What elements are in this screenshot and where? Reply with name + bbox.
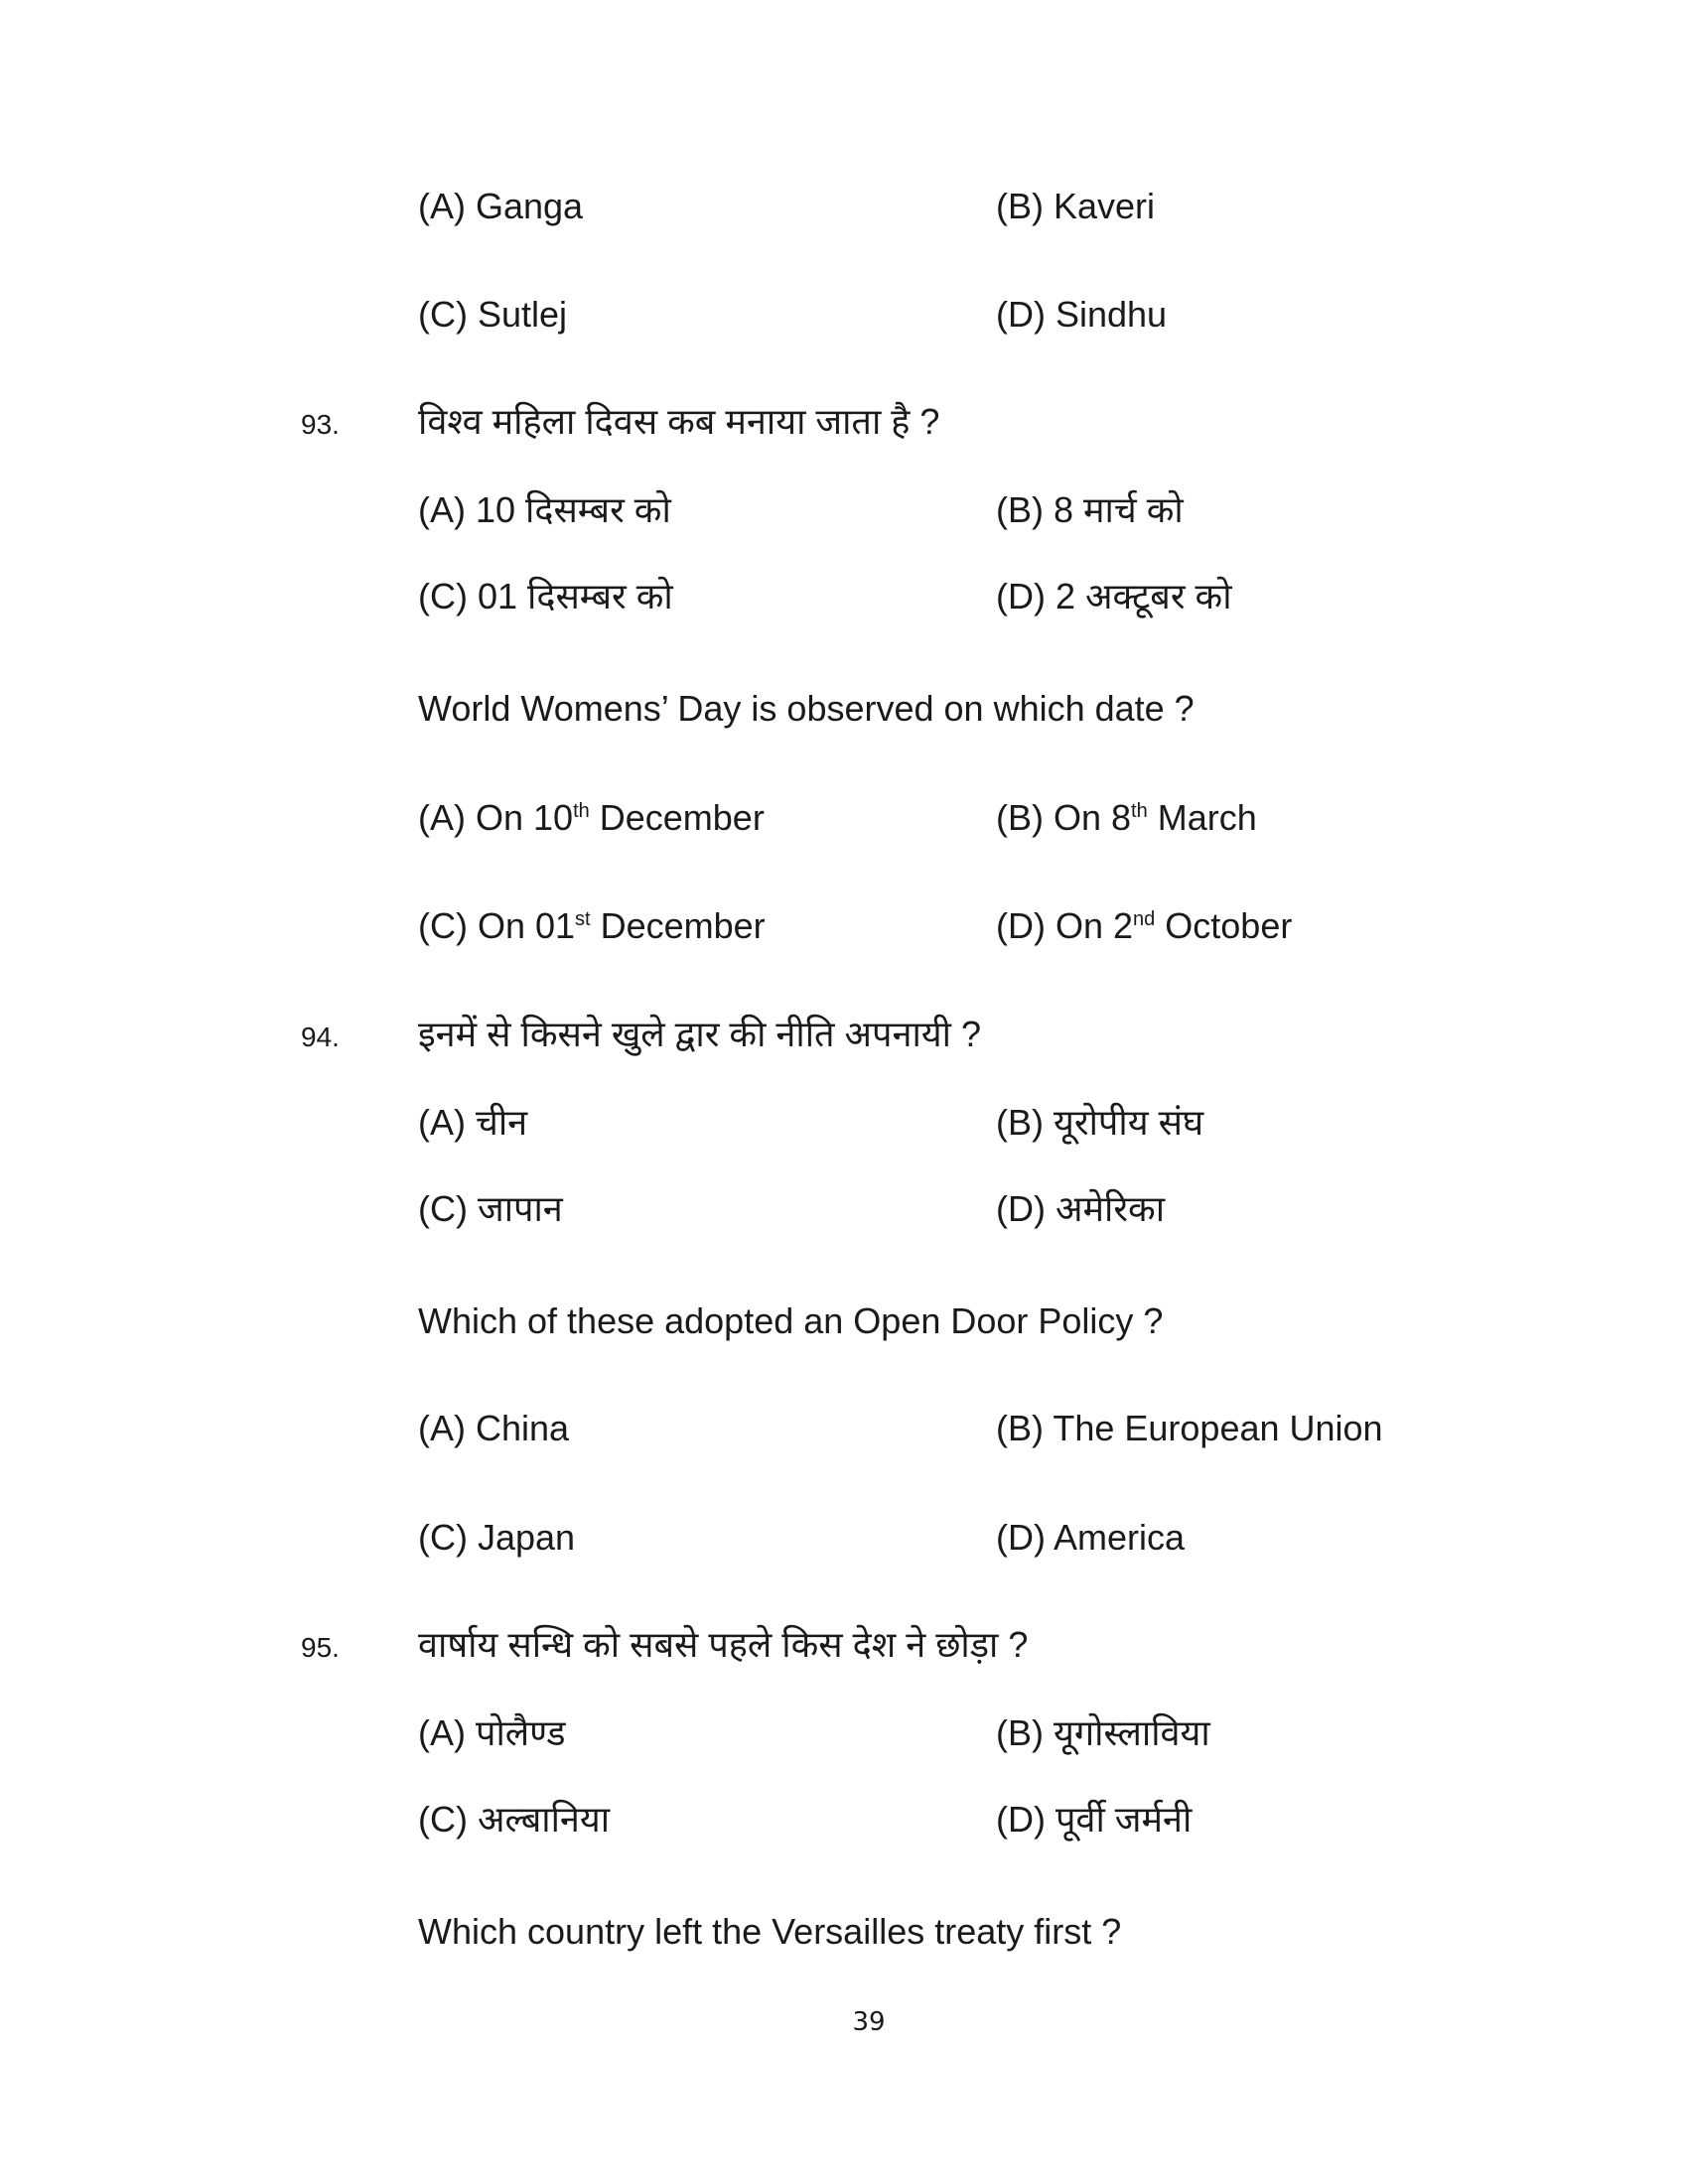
- option-text: (B) On 8: [996, 797, 1132, 838]
- ordinal-suffix: th: [1131, 800, 1148, 822]
- q94-hindi-option-a: (A) चीन: [418, 1102, 528, 1143]
- option-text: December: [590, 905, 766, 946]
- q93-hindi-option-b: (B) 8 मार्च को: [996, 489, 1184, 530]
- option-text: (A) On 10: [418, 797, 574, 838]
- q94-hindi-option-d: (D) अमेरिका: [996, 1188, 1166, 1229]
- q93-hindi-option-c: (C) 01 दिसम्बर को: [418, 576, 673, 616]
- q93-hindi-question: विश्व महिला दिवस कब मनाया जाता है ?: [418, 401, 940, 442]
- q93-hindi-option-a: (A) 10 दिसम्बर को: [418, 489, 671, 530]
- q93-number: 93.: [301, 409, 340, 440]
- q93-english-option-c: [418, 901, 766, 951]
- option-text: (C) On 01: [418, 905, 576, 946]
- q93-hindi-option-d: (D) 2 अक्टूबर को: [996, 576, 1232, 616]
- option-text: October: [1155, 905, 1293, 946]
- q95-hindi-question: वार्षाय सन्धि को सबसे पहले किस देश ने छोड़ा ?: [418, 1624, 1029, 1665]
- q94-english-option-a: (A) China: [418, 1408, 570, 1448]
- q94-english-option-c: (C) Japan: [418, 1517, 576, 1558]
- ordinal-suffix: st: [575, 908, 591, 930]
- q92-option-d: (D) Sindhu: [996, 294, 1168, 335]
- q94-hindi-question: इनमें से किसने खुले द्वार की नीति अपनायी ?: [418, 1014, 982, 1054]
- option-text: December: [589, 797, 765, 838]
- q94-english-question: Which of these adopted an Open Door Policy ?: [418, 1300, 1164, 1341]
- q92-option-a: (A) Ganga: [418, 186, 584, 226]
- q95-number: 95.: [301, 1632, 340, 1663]
- q93-english-option-b: [996, 793, 1257, 843]
- q95-hindi-option-b: (B) यूगोस्लाविया: [996, 1712, 1210, 1753]
- q92-option-b: (B) Kaveri: [996, 186, 1156, 226]
- q94-english-option-d: (D) America: [996, 1517, 1186, 1558]
- page-number: 39: [852, 2007, 886, 2037]
- q95-hindi-option-a: (A) पोलैण्ड: [418, 1712, 566, 1753]
- q92-option-c: (C) Sutlej: [418, 294, 568, 335]
- option-text: (D) On 2: [996, 905, 1134, 946]
- q94-english-option-b: (B) The European Union: [996, 1408, 1383, 1448]
- q95-hindi-option-c: (C) अल्बानिया: [418, 1799, 611, 1840]
- option-text: March: [1147, 797, 1257, 838]
- q94-number: 94.: [301, 1022, 340, 1052]
- q95-hindi-option-d: (D) पूर्वी जर्मनी: [996, 1799, 1193, 1840]
- q93-english-option-a: [418, 793, 765, 843]
- q94-hindi-option-b: (B) यूरोपीय संघ: [996, 1102, 1204, 1143]
- ordinal-suffix: th: [573, 800, 590, 822]
- q95-english-question: Which country left the Versailles treaty first ?: [418, 1911, 1122, 1952]
- q94-hindi-option-c: (C) जापान: [418, 1188, 563, 1229]
- q93-english-question: World Womens’ Day is observed on which date ?: [418, 688, 1195, 729]
- q93-english-option-d: [996, 901, 1292, 951]
- ordinal-suffix: nd: [1133, 908, 1156, 930]
